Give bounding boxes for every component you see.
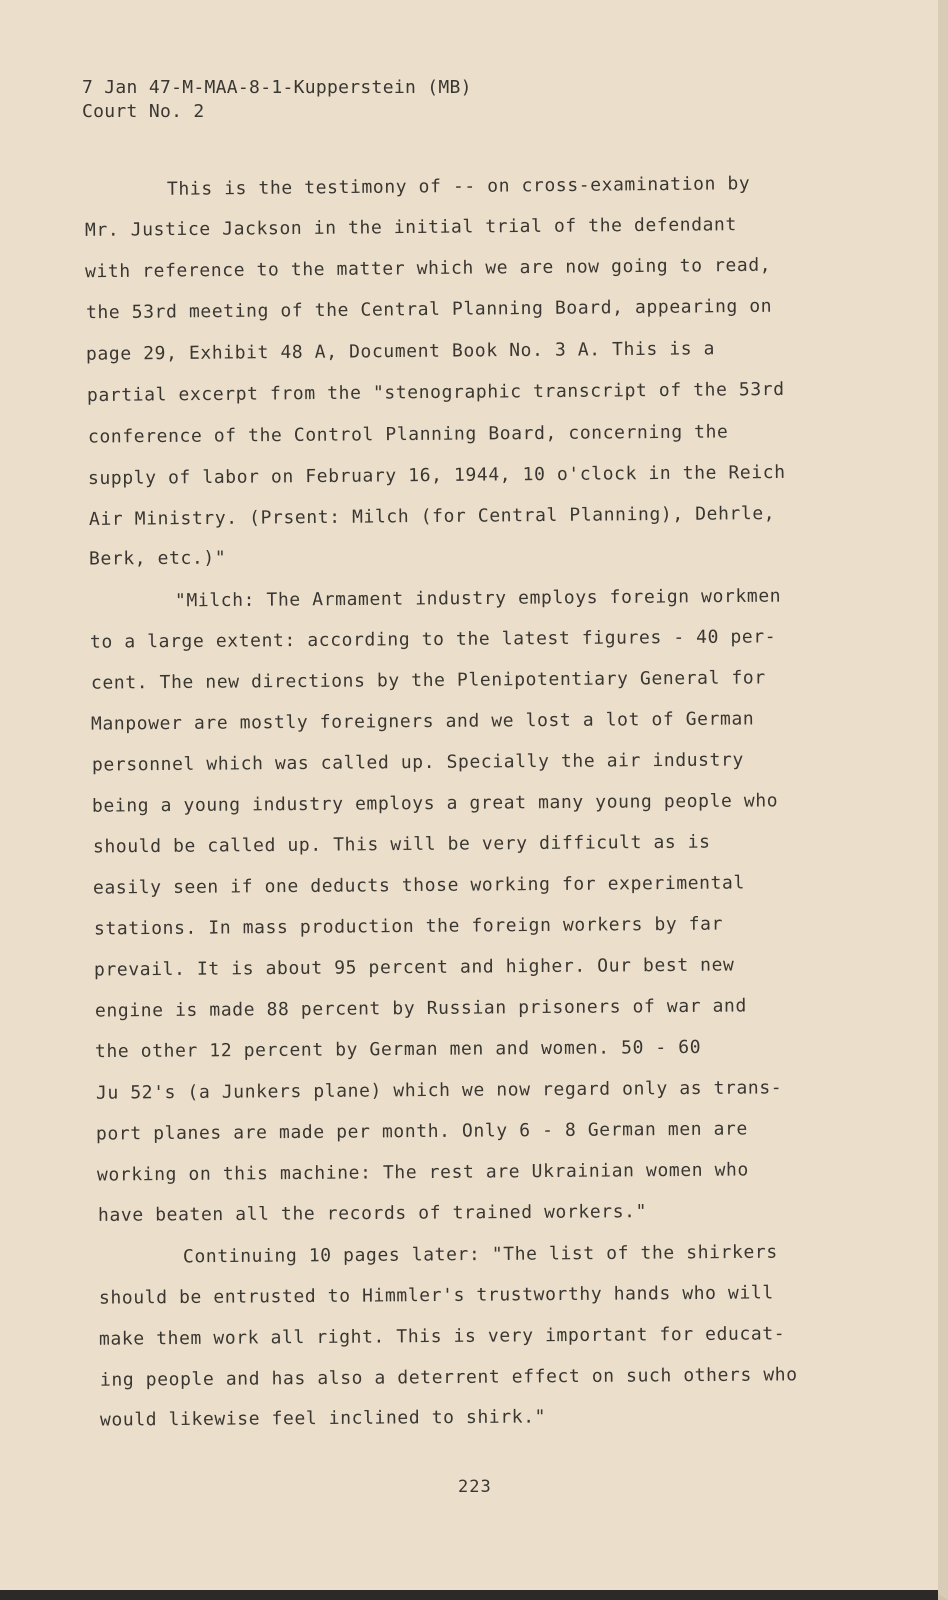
- text-line: have beaten all the records of trained workers.": [97, 1201, 648, 1226]
- text-line: personnel which was called up. Specially the air industry: [91, 749, 744, 776]
- text-line: make them work all right. This is very important for educat-: [98, 1323, 786, 1350]
- text-line: would likewise feel inclined to shirk.": [99, 1406, 547, 1431]
- header-court: Court No. 2: [82, 101, 205, 122]
- text-line: conference of the Control Planning Board, concerning the: [87, 421, 729, 448]
- text-line: easily seen if one deducts those working for experimental: [92, 872, 745, 899]
- text-line: the 53rd meeting of the Central Planning Board, appearing on: [85, 295, 773, 324]
- text-line: Mr. Justice Jackson in the initial trial of the defendant: [84, 214, 737, 241]
- text-line: the other 12 percent by German men and women. 50 - 60: [94, 1036, 702, 1063]
- text-line: port planes are made per month. Only 6 - 8 German men are: [95, 1118, 748, 1145]
- header-reference: 7 Jan 47-M-MAA-8-1-Kupperstein (MB): [82, 77, 472, 98]
- text-line: "Milch: The Armament industry employs foreign workmen: [174, 585, 782, 612]
- text-line: working on this machine: The rest are Ukrainian women who: [96, 1159, 749, 1186]
- text-line: should be called up. This will be very difficult as is: [92, 831, 711, 858]
- text-line: Ju 52's (a Junkers plane) which we now regard only as trans-: [95, 1077, 783, 1104]
- text-line: Berk, etc.)": [88, 547, 227, 570]
- text-line: being a young industry employs a great many young people who: [91, 790, 779, 817]
- text-line: page 29, Exhibit 48 A, Document Book No. 3 A. This is a: [85, 338, 716, 365]
- text-line: This is the testimony of -- on cross-examination by: [166, 173, 751, 200]
- page-number: 223: [458, 1477, 492, 1497]
- text-line: prevail. It is about 95 percent and higher. Our best new: [93, 954, 735, 981]
- text-line: should be entrusted to Himmler's trustworthy hands who will: [98, 1282, 774, 1309]
- text-line: cent. The new directions by the Plenipotentiary General for: [90, 667, 766, 694]
- text-line: with reference to the matter which we are now going to read,: [84, 254, 772, 283]
- document-header: [82, 76, 472, 124]
- text-line: stations. In mass production the foreign workers by far: [93, 913, 724, 940]
- text-line: supply of labor on February 16, 1944, 10 o'clock in the Reich: [87, 461, 786, 490]
- text-line: ing people and has also a deterrent effect on such others who: [99, 1364, 798, 1391]
- text-line: to a large extent: according to the latest figures - 40 per-: [89, 626, 777, 653]
- scan-edge: [0, 1590, 938, 1600]
- text-line: Air Ministry. (Prsent: Milch (for Central Planning), Dehrle,: [88, 503, 776, 530]
- text-line: Continuing 10 pages later: "The list of the shirkers: [182, 1241, 778, 1268]
- text-line: partial excerpt from the "stenographic transcript of the 53rd: [86, 378, 785, 407]
- text-line: Manpower are mostly foreigners and we lost a lot of German: [90, 708, 755, 735]
- text-line: engine is made 88 percent by Russian prisoners of war and: [94, 995, 747, 1022]
